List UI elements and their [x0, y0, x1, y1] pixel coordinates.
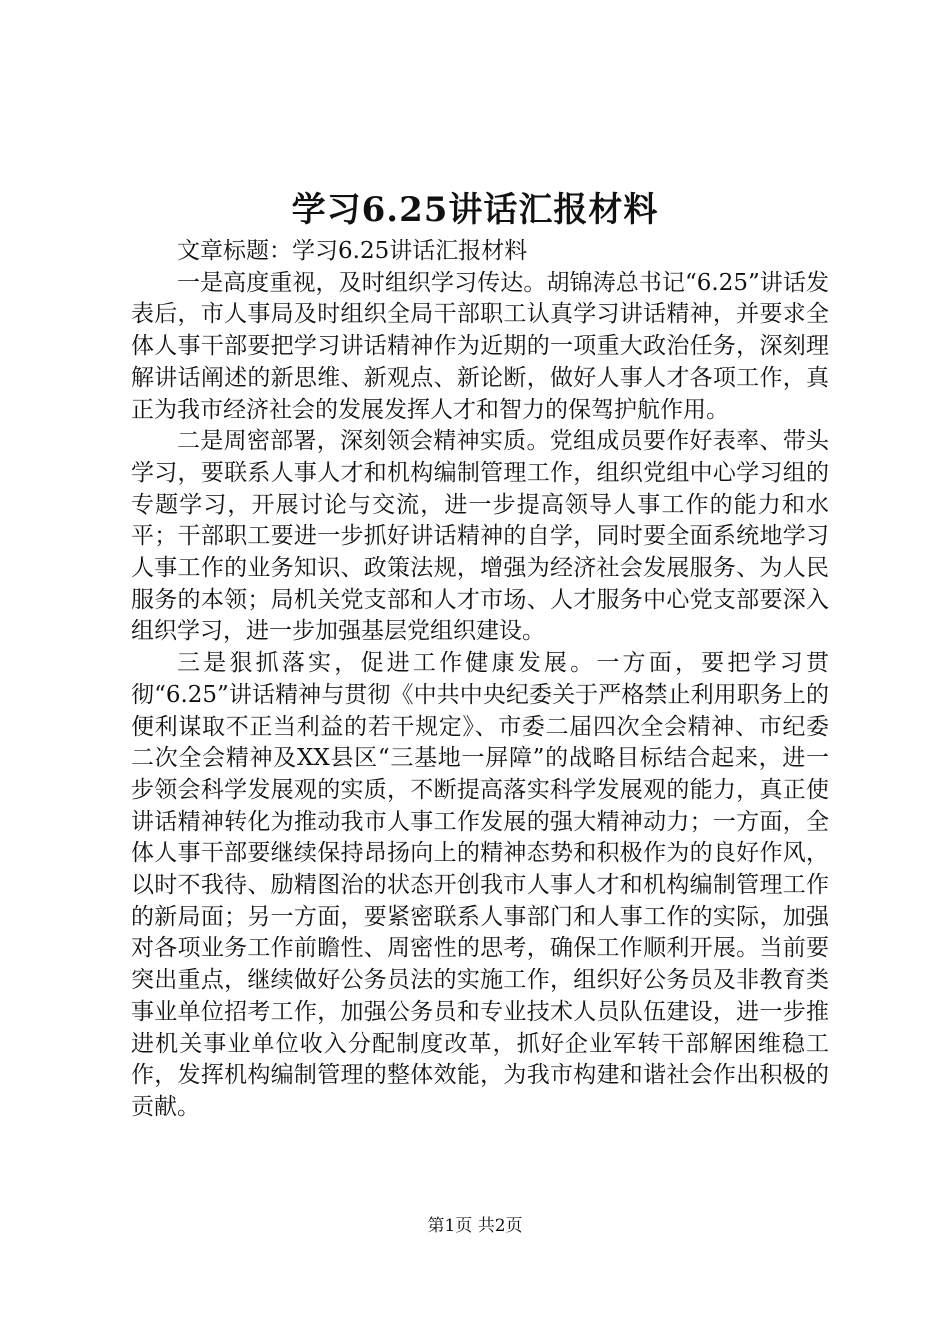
article-title-line: 文章标题：学习6.25讲话汇报材料 [177, 238, 528, 264]
document-title: 学习6.25讲话汇报材料 [291, 190, 659, 230]
document-body [131, 236, 829, 1124]
paragraph-2: 二是周密部署，深刻领会精神实质。党组成员要作好表率、带头学习，要联系人事人才和机构编制管理工作，组织党组中心学习组的专题学习，开展讨论与交流，进一步提高领导人事工作的能力和水平；干部职工要进一步抓好讲话精神的自学，同时要全面系统地学习人事工作的业务知识、政策法规，增强为经济社会发展服务、为人民服务的本领；局机关党支部和人才市场、人才服务中心党支部要深入组织学习，进一步加强基层党组织建设。 [131, 428, 829, 645]
paragraph-3: 三是狠抓落实，促进工作健康发展。一方面，要把学习贯彻“6.25”讲话精神与贯彻《中共中央纪委关于严格禁止利用职务上的便利谋取不正当利益的若干规定》、市委二届四次全会精神、市纪委二次全会精神及XX县区“三基地一屏障”的战略目标结合起来，进一步领会科学发展观的实质，不断提高落实科学发展观的能力，真正使讲话精神转化为推动我市人事工作发展的强大精神动力；一方面，全体人事干部要继续保持昂扬向上的精神态势和积极作为的良好作风，以时不我待、励精图治的状态开创我市人事人才和机构编制管理工作的新局面；另一方面，要紧密联系人事部门和人事工作的实际，加强对各项业务工作前瞻性、周密性的思考，确保工作顺利开展。当前要突出重点，继续做好公务员法的实施工作，组织好公务员及非教育类事业单位招考工作，加强公务员和专业技术人员队伍建设，进一步推进机关事业单位收入分配制度改革，抓好企业军转干部解困维稳工作，发挥机构编制管理的整体效能，为我市构建和谐社会作出积极的贡献。 [131, 650, 829, 1120]
paragraph-1: 一是高度重视，及时组织学习传达。胡锦涛总书记“6.25”讲话发表后，市人事局及时组织全局干部职工认真学习讲话精神，并要求全体人事干部要把学习讲话精神作为近期的一项重大政治任务，深刻理解讲话阐述的新思维、新观点、新论断，做好人事人才各项工作，真正为我市经济社会的发展发挥人才和智力的保驾护航作用。 [131, 269, 829, 423]
page-footer: 第1页 共2页 [427, 1216, 523, 1236]
